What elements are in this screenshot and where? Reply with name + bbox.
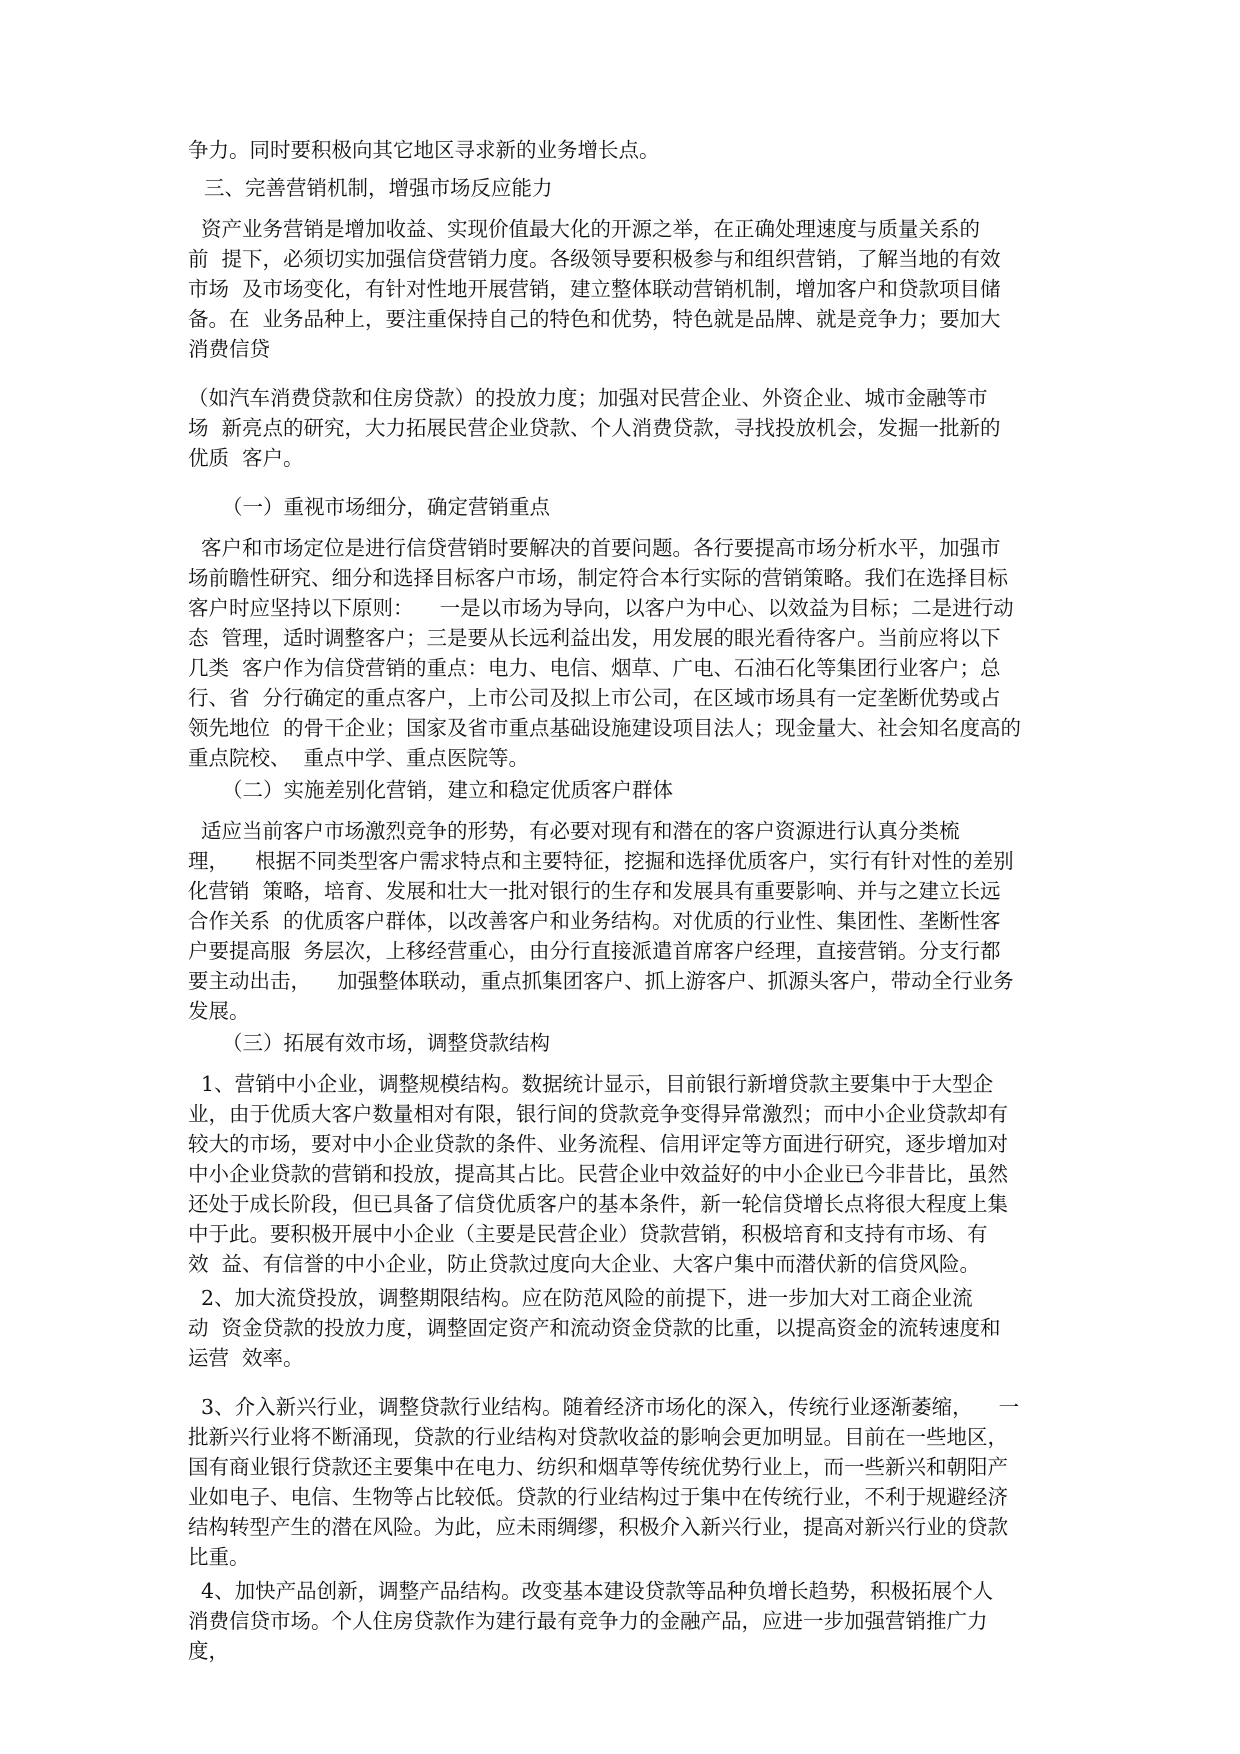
text-line: 业如电子、电信、生物等占比较低。贷款的行业结构过于集中在传统行业，不利于规避经济 (188, 1485, 1008, 1509)
text-line: 争力。同时要积极向其它地区寻求新的业务增长点。 (188, 138, 660, 162)
text-line: 业，由于优质大客户数量相对有限，银行间的贷款竞争变得异常激烈；而中小企业贷款却有 (188, 1102, 1008, 1126)
text-line: 效 益、有信誉的中小企业，防止贷款过度向大企业、大客户集中而潜伏新的信贷风险。 (188, 1252, 981, 1276)
text-line: 行、省 分行确定的重点客户，上市公司及拟上市公司，在区域市场具有一定垄断优势或占 (188, 686, 1001, 710)
text-line: 场前瞻性研究、细分和选择目标客户市场，制定符合本行实际的营销策略。我们在选择目标 (188, 566, 1008, 590)
text-line: 比重。 (188, 1545, 250, 1569)
text-line: 运营 效率。 (188, 1346, 304, 1370)
text-line: 市场 及市场变化，有针对性地开展营销，建立整体联动营销机制，增加客户和贷款项目储 (188, 277, 1001, 301)
text-line: 要主动出击， 加强整体联动，重点抓集团客户、抓上游客户、抓源头客户，带动全行业务 (188, 969, 1014, 993)
text-line: 场 新亮点的研究，大力拓展民营企业贷款、个人消费贷款，寻找投放机会，发掘一批新的 (188, 416, 1001, 440)
text-line: 客户和市场定位是进行信贷营销时要解决的首要问题。各行要提高市场分析水平，加强市 (188, 536, 1001, 560)
text-line: 前 提下，必须切实加强信贷营销力度。各级领导要积极参与和组织营销，了解当地的有效 (188, 247, 1001, 271)
text-line: 2、加大流贷投放，调整期限结构。应在防范风险的前提下，进一步加大对工商企业流 (188, 1286, 973, 1310)
text-line: 消费信贷 (188, 337, 270, 361)
text-line: （如汽车消费贷款和住房贷款）的投放力度；加强对民营企业、外资企业、城市金融等市 (188, 386, 988, 410)
text-line: 消费信贷市场。个人住房贷款作为建行最有竞争力的金融产品，应进一步加强营销推广力 (188, 1609, 988, 1633)
subsection-heading-1: （一）重视市场细分，确定营销重点 (222, 495, 550, 519)
text-line: 4、加快产品创新，调整产品结构。改变基本建设贷款等品种负增长趋势，积极拓展个人 (188, 1579, 994, 1603)
paragraph-market-segmentation (188, 533, 1058, 773)
text-line: 合作关系 的优质客户群体，以改善客户和业务结构。对优质的行业性、集团性、垄断性客 (188, 909, 1001, 933)
text-line: 中于此。要积极开展中小企业（主要是民营企业）贷款营销，积极培育和支持有市场、有 (188, 1222, 988, 1246)
subsection-heading-3: （三）拓展有效市场，调整贷款结构 (222, 1031, 550, 1055)
text-line: 结构转型产生的潜在风险。为此，应未雨绸缪，积极介入新兴行业，提高对新兴行业的贷款 (188, 1515, 1008, 1539)
text-line: 客户时应坚持以下原则： 一是以市场为导向，以客户为中心、以效益为目标；二是进行动 (188, 596, 1014, 620)
text-line: 国有商业银行贷款还主要集中在电力、纺织和烟草等传统优势行业上，而一些新兴和朝阳产 (188, 1455, 1008, 1479)
paragraph-continuation (188, 135, 1058, 165)
text-line: 中小企业贷款的营销和投放，提高其占比。民营企业中效益好的中小企业已今非昔比，虽然 (188, 1162, 1008, 1186)
text-line: 重点院校、 重点中学、重点医院等。 (188, 746, 530, 770)
text-line: 1、营销中小企业，调整规模结构。数据统计显示，目前银行新增贷款主要集中于大型企 (188, 1072, 994, 1096)
text-line: 领先地位 的骨干企业；国家及省市重点基础设施建设项目法人；现金量大、社会知名度高的 (188, 716, 1022, 740)
paragraph-emerging-industries (188, 1392, 1058, 1572)
text-line: 还处于成长阶段，但已具备了信贷优质客户的基本条件，新一轮信贷增长点将很大程度上集 (188, 1192, 1008, 1216)
paragraph-sme-marketing (188, 1069, 1058, 1279)
text-line: 较大的市场，要对中小企业贷款的条件、业务流程、信用评定等方面进行研究，逐步增加对 (188, 1132, 1008, 1156)
section-heading-3: 三、完善营销机制，增强市场反应能力 (204, 176, 553, 200)
text-line: 度， (188, 1639, 229, 1663)
text-line: 3、介入新兴行业，调整贷款行业结构。随着经济市场化的深入，传统行业逐渐萎缩， 一 (188, 1395, 1020, 1419)
text-line: 动 资金贷款的投放力度，调整固定资产和流动资金贷款的比重，以提高资金的流转速度和 (188, 1316, 1001, 1340)
text-line: 态 管理，适时调整客户；三是要从长远利益出发，用发展的眼光看待客户。当前应将以下 (188, 626, 1001, 650)
text-line: 户要提高服 务层次，上移经营重心，由分行直接派遣首席客户经理，直接营销。分支行都 (188, 939, 1001, 963)
text-line: 适应当前客户市场激烈竞争的形势，有必要对现有和潜在的客户资源进行认真分类梳 (188, 819, 960, 843)
text-line: 几类 客户作为信贷营销的重点：电力、电信、烟草、广电、石油石化等集团行业客户；总 (188, 656, 1001, 680)
text-line: 优质 客户。 (188, 446, 304, 470)
paragraph-consumer-credit (188, 383, 1058, 473)
paragraph-differentiated-marketing (188, 816, 1058, 1026)
paragraph-product-innovation (188, 1576, 1058, 1666)
text-line: 批新兴行业将不断涌现，贷款的行业结构对贷款收益的影响会更加明显。目前在一些地区， (188, 1425, 1008, 1449)
paragraph-marketing (188, 214, 1058, 364)
text-line: 理， 根据不同类型客户需求特点和主要特征，挖掘和选择优质客户，实行有针对性的差别 (188, 849, 1014, 873)
paragraph-working-capital (188, 1283, 1058, 1373)
text-line: 化营销 策略，培育、发展和壮大一批对银行的生存和发展具有重要影响、并与之建立长远 (188, 879, 1001, 903)
text-line: 资产业务营销是增加收益、实现价值最大化的开源之举，在正确处理速度与质量关系的 (188, 217, 981, 241)
text-line: 发展。 (188, 999, 250, 1023)
text-line: 备。在 业务品种上，要注重保持自己的特色和优势，特色就是品牌、就是竞争力；要加大 (188, 307, 1001, 331)
subsection-heading-2: （二）实施差别化营销，建立和稳定优质客户群体 (222, 778, 673, 802)
